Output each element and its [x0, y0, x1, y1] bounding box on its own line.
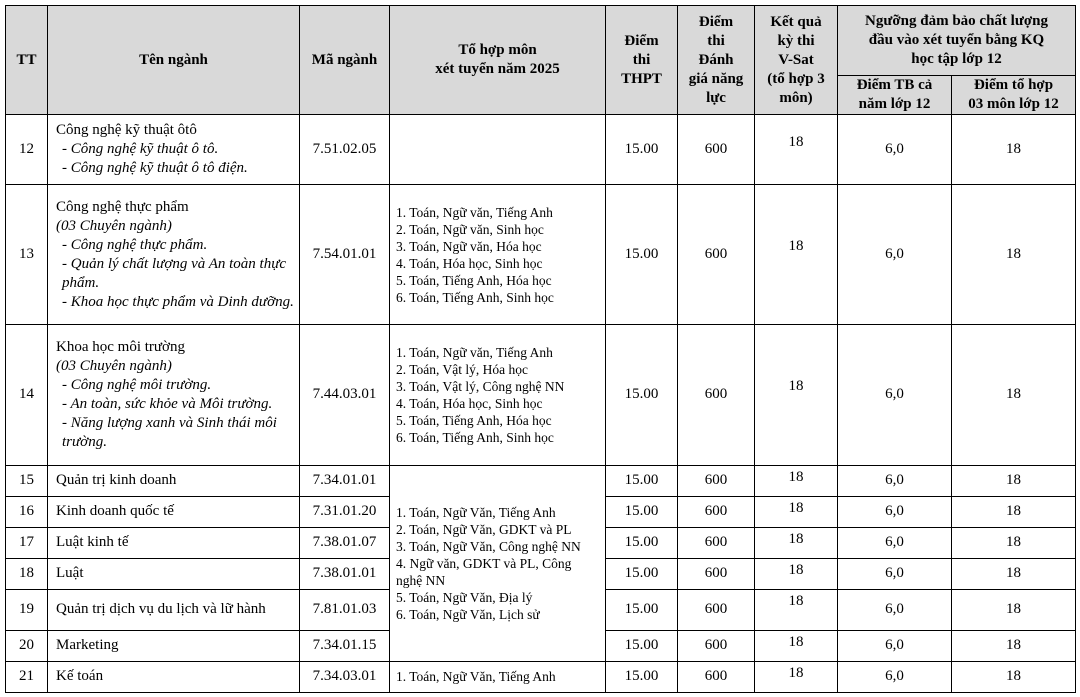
row-major-name: Kinh doanh quốc tế [48, 496, 300, 527]
row-major-name: Kế toán [48, 661, 300, 692]
row-dgnl-score: 600 [678, 661, 755, 692]
row-combo-sum: 18 [952, 496, 1076, 527]
row-subject-combo [390, 661, 606, 692]
major-title: Công nghệ thực phẩm [56, 198, 189, 215]
row-avg-grade12: 6,0 [838, 465, 952, 496]
row-thpt-score: 15.00 [606, 630, 678, 661]
row-major-code: 7.81.01.03 [300, 589, 390, 630]
row-avg-grade12: 6,0 [838, 527, 952, 558]
table-row [6, 661, 1076, 692]
specialization: - Năng lượng xanh và Sinh thái môi trường. [62, 414, 277, 450]
row-major-name: Luật [48, 558, 300, 589]
header-quality-threshold: Ngưỡng đảm bảo chất lượng đầu vào xét tuyển bằng KQ học tập lớp 12 [838, 6, 1076, 76]
combo-item: 6. Toán, Tiếng Anh, Sinh học [396, 429, 554, 445]
header-dgnl-score: Điểm thi Đánh giá năng lực [678, 6, 755, 115]
row-major-name: Quản trị kinh doanh [48, 465, 300, 496]
row-avg-grade12: 6,0 [838, 115, 952, 185]
row-major-code: 7.44.03.01 [300, 325, 390, 465]
table-row [6, 115, 1076, 185]
specialization-count: (03 Chuyên ngành) [56, 357, 172, 374]
combo-item: 6. Toán, Tiếng Anh, Sinh học [396, 289, 554, 305]
row-major-name [48, 185, 300, 325]
row-avg-grade12: 6,0 [838, 496, 952, 527]
header-avg-grade12: Điểm TB cả năm lớp 12 [838, 76, 952, 115]
row-major-name [48, 115, 300, 185]
row-tt: 16 [6, 496, 48, 527]
row-tt: 21 [6, 661, 48, 692]
row-thpt-score: 15.00 [606, 661, 678, 692]
row-subject-combo [390, 465, 606, 661]
combo-item: 2. Toán, Vật lý, Hóa học [396, 361, 529, 377]
row-dgnl-score: 600 [678, 185, 755, 325]
combo-item: 3. Toán, Ngữ Văn, Công nghệ NN [396, 538, 581, 554]
header-major-code: Mã ngành [300, 6, 390, 115]
header-subject-combo: Tổ hợp môn xét tuyển năm 2025 [390, 6, 606, 115]
row-tt: 13 [6, 185, 48, 325]
combo-item: 6. Toán, Ngữ Văn, Lịch sử [396, 606, 540, 622]
specialization: - An toàn, sức khỏe và Môi trường. [62, 395, 273, 412]
row-major-code: 7.34.01.15 [300, 630, 390, 661]
row-major-name: Quản trị dịch vụ du lịch và lữ hành [48, 589, 300, 630]
row-dgnl-score: 600 [678, 630, 755, 661]
combo-item: 5. Toán, Tiếng Anh, Hóa học [396, 412, 552, 428]
row-thpt-score: 15.00 [606, 185, 678, 325]
combo-item: 5. Toán, Ngữ Văn, Địa lý [396, 589, 533, 605]
row-combo-sum: 18 [952, 589, 1076, 630]
header-combo-sum-grade12: Điểm tổ hợp 03 môn lớp 12 [952, 76, 1076, 115]
specialization: - Công nghệ kỹ thuật ô tô điện. [62, 160, 248, 177]
specialization: - Khoa học thực phẩm và Dinh dưỡng. [62, 293, 294, 310]
row-dgnl-score: 600 [678, 465, 755, 496]
row-thpt-score: 15.00 [606, 115, 678, 185]
combo-item: 1. Toán, Ngữ Văn, Tiếng Anh [396, 504, 556, 520]
row-dgnl-score: 600 [678, 496, 755, 527]
row-major-name: Luật kinh tế [48, 527, 300, 558]
specialization: - Công nghệ kỹ thuật ô tô. [62, 141, 219, 158]
row-combo-sum: 18 [952, 115, 1076, 185]
row-vsat-score: 18 [755, 185, 838, 325]
row-vsat-score: 18 [755, 589, 838, 630]
row-dgnl-score: 600 [678, 115, 755, 185]
combo-item: 3. Toán, Vật lý, Công nghệ NN [396, 378, 565, 394]
row-major-code: 7.51.02.05 [300, 115, 390, 185]
row-tt: 18 [6, 558, 48, 589]
row-dgnl-score: 600 [678, 527, 755, 558]
row-combo-sum: 18 [952, 527, 1076, 558]
row-subject-combo [390, 325, 606, 465]
combo-item: 5. Toán, Tiếng Anh, Hóa học [396, 272, 552, 288]
major-title: Khoa học môi trường [56, 338, 185, 355]
row-combo-sum: 18 [952, 325, 1076, 465]
row-tt: 17 [6, 527, 48, 558]
combo-item: 1. Toán, Ngữ văn, Tiếng Anh [396, 204, 553, 220]
combo-item: 2. Toán, Ngữ Văn, GDKT và PL [396, 521, 572, 537]
row-thpt-score: 15.00 [606, 558, 678, 589]
combo-item: 4. Toán, Hóa học, Sinh học [396, 255, 543, 271]
row-tt: 14 [6, 325, 48, 465]
row-vsat-score: 18 [755, 325, 838, 465]
row-combo-sum: 18 [952, 465, 1076, 496]
row-tt: 15 [6, 465, 48, 496]
combo-item: 1. Toán, Ngữ văn, Tiếng Anh [396, 344, 553, 360]
table-row [6, 325, 1076, 465]
row-vsat-score: 18 [755, 527, 838, 558]
row-combo-sum: 18 [952, 185, 1076, 325]
row-vsat-score: 18 [755, 630, 838, 661]
specialization: - Quản lý chất lượng và An toàn thực phẩm. [62, 255, 287, 291]
row-tt: 12 [6, 115, 48, 185]
row-major-code: 7.34.01.01 [300, 465, 390, 496]
row-dgnl-score: 600 [678, 589, 755, 630]
row-avg-grade12: 6,0 [838, 185, 952, 325]
row-avg-grade12: 6,0 [838, 630, 952, 661]
header-vsat-result: Kết quả kỳ thi V-Sat (tổ hợp 3 môn) [755, 6, 838, 115]
row-major-code: 7.54.01.01 [300, 185, 390, 325]
combo-item: 4. Ngữ văn, GDKT và PL, Công nghệ NN [396, 555, 572, 588]
major-title: Công nghệ kỹ thuật ôtô [56, 122, 197, 139]
combo-item: 2. Toán, Ngữ văn, Sinh học [396, 221, 544, 237]
row-vsat-score: 18 [755, 465, 838, 496]
row-thpt-score: 15.00 [606, 527, 678, 558]
row-vsat-score: 18 [755, 115, 838, 185]
combo-item: 3. Toán, Ngữ văn, Hóa học [396, 238, 542, 254]
specialization-count: (03 Chuyên ngành) [56, 217, 172, 234]
header-major-name: Tên ngành [48, 6, 300, 115]
row-thpt-score: 15.00 [606, 496, 678, 527]
admission-table [5, 5, 1076, 693]
row-vsat-score: 18 [755, 661, 838, 692]
row-dgnl-score: 600 [678, 558, 755, 589]
row-thpt-score: 15.00 [606, 589, 678, 630]
row-thpt-score: 15.00 [606, 465, 678, 496]
row-subject-combo [390, 115, 606, 185]
row-dgnl-score: 600 [678, 325, 755, 465]
row-vsat-score: 18 [755, 496, 838, 527]
specialization: - Công nghệ môi trường. [62, 376, 212, 393]
row-combo-sum: 18 [952, 630, 1076, 661]
row-tt: 20 [6, 630, 48, 661]
row-combo-sum: 18 [952, 558, 1076, 589]
row-avg-grade12: 6,0 [838, 558, 952, 589]
row-vsat-score: 18 [755, 558, 838, 589]
combo-item: 4. Toán, Hóa học, Sinh học [396, 395, 543, 411]
row-major-code: 7.38.01.01 [300, 558, 390, 589]
row-combo-sum: 18 [952, 661, 1076, 692]
header-thpt-score: Điểm thi THPT [606, 6, 678, 115]
table-row [6, 185, 1076, 325]
specialization: - Công nghệ thực phẩm. [62, 236, 208, 253]
table-row [6, 465, 1076, 496]
row-avg-grade12: 6,0 [838, 661, 952, 692]
row-avg-grade12: 6,0 [838, 325, 952, 465]
row-major-code: 7.34.03.01 [300, 661, 390, 692]
row-major-code: 7.38.01.07 [300, 527, 390, 558]
combo-item: 1. Toán, Ngữ Văn, Tiếng Anh [396, 669, 556, 685]
header-tt: TT [6, 6, 48, 115]
row-major-code: 7.31.01.20 [300, 496, 390, 527]
row-thpt-score: 15.00 [606, 325, 678, 465]
row-major-name [48, 325, 300, 465]
row-subject-combo [390, 185, 606, 325]
row-tt: 19 [6, 589, 48, 630]
row-avg-grade12: 6,0 [838, 589, 952, 630]
row-major-name: Marketing [48, 630, 300, 661]
